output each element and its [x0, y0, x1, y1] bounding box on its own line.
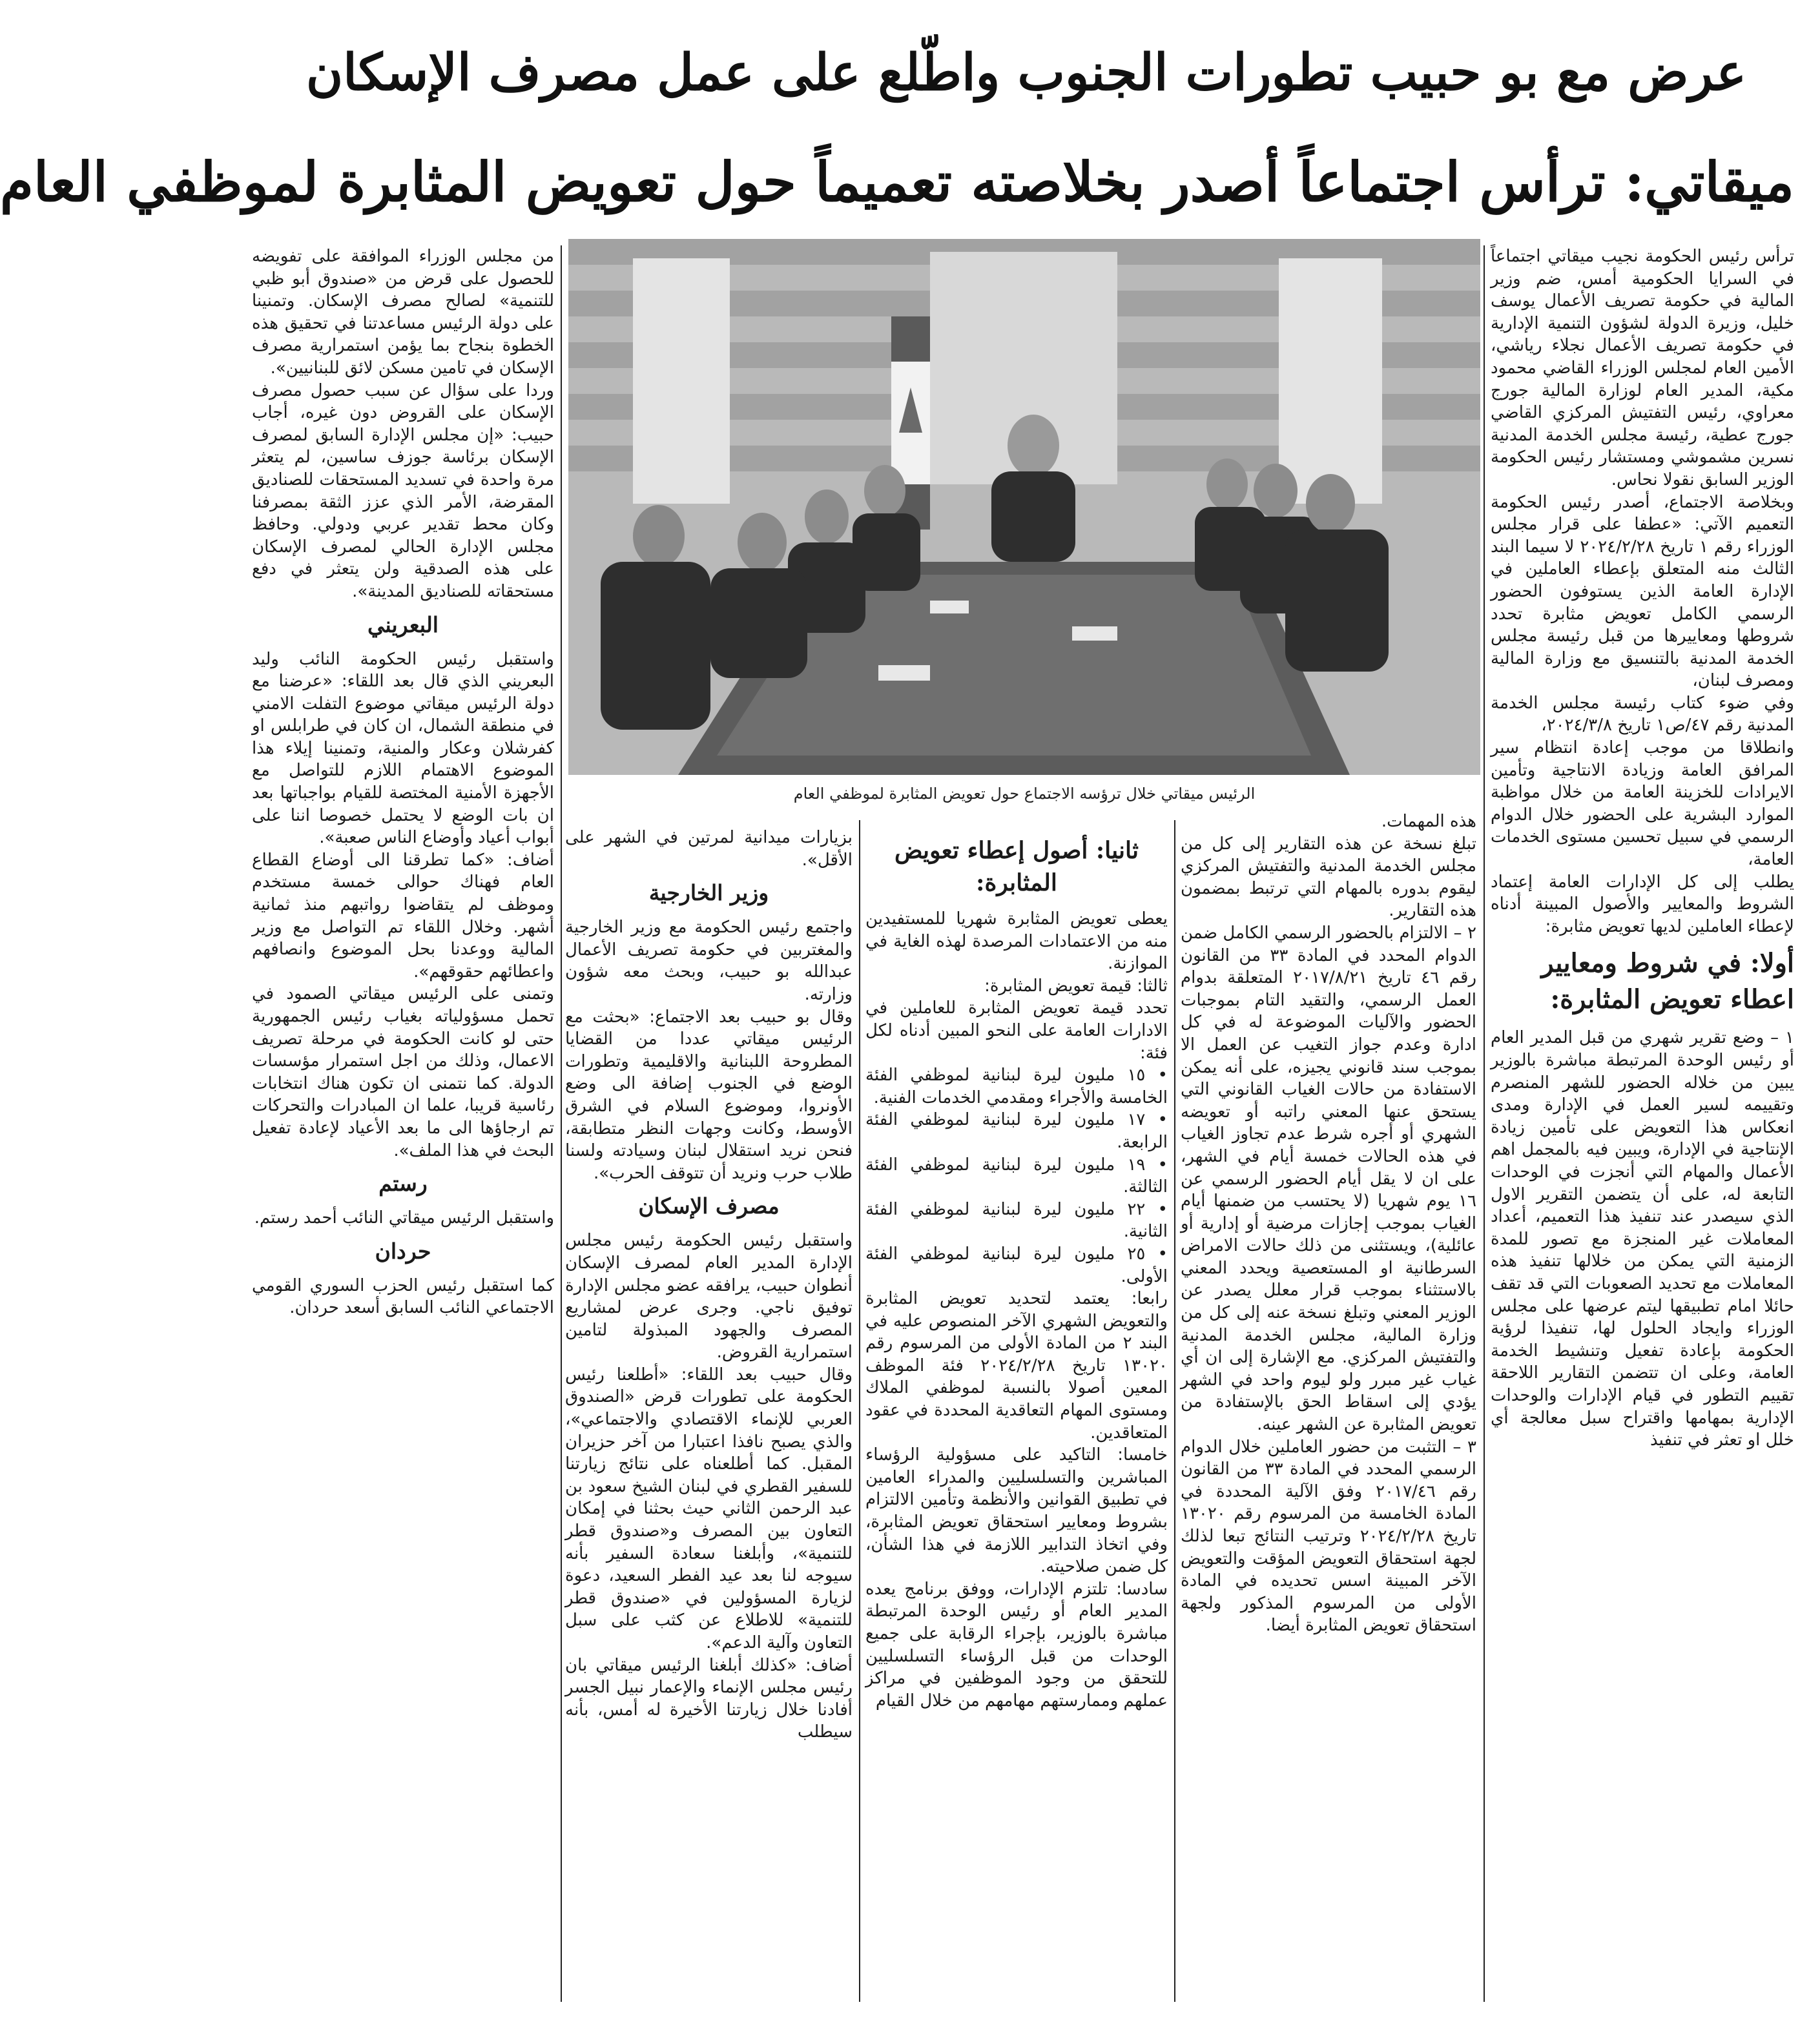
list-item: • ١٩ مليون ليرة لبنانية لموظفي الفئة الثالثة. — [865, 1155, 1168, 1197]
paragraph: رابعا: يعتمد لتحديد تعويض المثابرة والتعويض الشهري الآخر المنصوص عليه في البند ٢ من المادة الأولى من المرسوم رقم ١٣٠٢٠ تاريخ ٢٠٢٤/٢/٢٨ فئة الموظف المعين أصولا بالنسبة لموظفي الملاك ومستوى المهام التعاقدية المحددة في عقود المتعاقدين. — [865, 1289, 1168, 1443]
headline-main: ميقاتي: ترأس اجتماعاً أصدر بخلاصته تعميماً حول تعويض المثابرة لموظفي العام — [0, 150, 1794, 214]
paragraph: تبلغ نسخة عن هذه التقارير إلى كل من مجلس الخدمة المدنية والتفتيش المركزي ليقوم بدوره بالمهام التي ترتبط بمضمون هذه التقارير. — [1181, 834, 1476, 921]
paragraph: ٢ – الالتزام بالحضور الرسمي الكامل ضمن الدوام المحدد في المادة ٣٣ من القانون رقم ٤٦ تاريخ ٢٠١٧/٨/٢١ المتعلقة بدوام العمل الرسمي، والتقيد التام بموجبات الحضور والآليات الموضوعة له في كل ادارة وعدم جواز التغيب عن العمل الا بموجب سند قانوني يجيزه، على أنه يمكن الاستفادة من حالات الغياب القانوني التي يستحق عنها المعني راتبه أو تعويضه الشهري أو أجره شرط عدم تجاوز الغياب في هذه الحالات خمسة أيام في الشهر، على ان لا يقل أيام الحضور الرسمي عن ١٦ يوم شهريا (لا يحتسب من ضمنها أيام الغياب بموجب إجازات مرضية أو إدارية أو عائلية)، ويستثنى من ذلك حالات الامراض السرطانية او المستعصية ويحدد المعني بالاستثناء بموجب قرار معلل يصدر عن الوزير المعني وتبلغ نسخة عنه إلى كل من وزارة المالية، مجلس الخدمة المدنية والتفتيش المركزي. مع الإشارة إلى ان أي غياب غير مبرر ولو ليوم واحد في الشهر يؤدي إلى اسقاط الحق بالإستفادة من تعويض المثابرة عن الشهر عينه. — [1181, 923, 1477, 1435]
paragraph: بزيارات ميدانية لمرتين في الشهر على الأقل». — [565, 828, 853, 870]
column-rule — [561, 245, 562, 2002]
section-heading: البعريني — [367, 612, 439, 637]
section-heading: مصرف الإسكان — [638, 1193, 780, 1219]
paragraph: وبخلاصة الاجتماع، أصدر رئيس الحكومة التعميم الآتي: «عطفا على قرار مجلس الوزراء رقم ١ تاريخ ٢٠٢٤/٢/٢٨ لا سيما البند الثالث منه المتعلق بإعطاء العاملين في الإدارة العامة الذين يستوفون الحضور الرسمي الكامل تعويض مثابرة تحدد شروطها ومعاييرها من قبل رئيسة مجلس الخدمة المدنية بالتنسيق مع وزارة المالية ومصرف لبنان، — [1491, 492, 1794, 691]
column-rule — [859, 820, 860, 2002]
paragraph: واستقبل رئيس الحكومة رئيس مجلس الإدارة المدير العام لمصرف الإسكان أنطوان حبيب، يرافقه عضو مجلس الإدارة توفيق ناجي. وجرى عرض لمشاريع المصرف والجهود المبذولة لتامين استمرارية القروض. — [565, 1231, 853, 1363]
paragraph: وردا على سؤال عن سبب حصول مصرف الإسكان على القروض دون غيره، أجاب حبيب: «إن مجلس الإدارة السابق لمصرف الإسكان برئاسة جوزف ساسين، لم يتعثر مرة واحدة في تسديد المستحقات للصناديق المقرضة، الأمر الذي عزز الثقة بمصرفنا وكان محط تقدير عربي ودولي. وحافظ مجلس الإدارة الحالي لمصرف الإسكان على هذه الصدقية ولن يتعثر في دفع مستحقاته للصناديق المدينة». — [252, 380, 554, 601]
paragraph: سادسا: تلتزم الإدارات، ووفق برنامج يعده المدير العام أو رئيس الوحدة المرتبطة مباشرة بالوزير، بإجراء الرقابة على جميع الوحدات من قبل الرؤساء التسلسليين للتحقق من وجود الموظفين في مراكز عملهم وممارستهم مهامهم من خلال القيام — [865, 1579, 1168, 1711]
list-item: • ١٧ مليون ليرة لبنانية لموظفي الفئة الرابعة. — [865, 1110, 1168, 1152]
column-rule — [1484, 245, 1485, 2002]
section-heading: حردان — [375, 1238, 431, 1264]
headline-top: عرض مع بو حبيب تطورات الجنوب واطّلع على عمل مصرف الإسكان — [305, 43, 1747, 102]
photo-caption: الرئيس ميقاتي خلال ترؤسه الاجتماع حول تعويض المثابرة لموظفي العام — [793, 785, 1256, 803]
section-heading: وزير الخارجية — [648, 880, 769, 906]
paragraph: كما استقبل رئيس الحزب السوري القومي الاجتماعي النائب السابق أسعد حردان. — [252, 1275, 554, 1318]
paragraph: ١ – وضع تقرير شهري من قبل المدير العام أو رئيس الوحدة المرتبطة مباشرة بالوزير يبين من خلاله الحضور للشهر المنصرم وتقييمه لسير العمل في الإدارة ومدى انعكاس هذا التعويض على تأمين زيادة الإنتاجية في الإدارة، ويبين فيه بالمجمل اهم الأعمال والمهام التي أنجزت في الوحدات التابعة له، على أن يتضمن التقرير الاول الذي سيصدر عند تنفيذ هذا التعميم، أعداد المعاملات غير المنجزة مع تصور للمدة الزمنية التي يمكن من خلالها تنفيذ هذه المعاملات مع تحديد الصعوبات التي قد تقف حائلا امام تطبيقها ليتم عرضها على مجلس الوزراء وايجاد الحلول لها، تنفيذا لرؤية الحكومة بإعادة تفعيل وتنشيط الخدمة العامة، وعلى ان تتضمن التقارير اللاحقة تقييم التطور في قيام الإدارات والوحدات الإدارية بمهامها واقتراح سبل معالجة أي خلل او تعثر في تنفيذ — [1491, 1028, 1794, 1450]
list-item: • ١٥ مليون ليرة لبنانية لموظفي الفئة الخامسة والأجراء ومقدمي الخدمات الفنية. — [865, 1066, 1168, 1107]
meeting-photo-illustration — [568, 239, 1480, 775]
article-column-3 — [865, 827, 1168, 2002]
article-column-2 — [1181, 810, 1476, 2002]
paragraph: أضاف: «كما تطرقنا الى أوضاع القطاع العام فهناك حوالى خمسة مستخدم وموظف لم يتقاضوا رواتبهم منذ ثمانية أشهر. وخلال اللقاء تم التواصل مع وزير المالية ووعدنا بحل الموضوع وانصافهم واعطائهم حقوقهم». — [252, 850, 554, 982]
paragraph: وقال بو حبيب بعد الاجتماع: «بحثت مع الرئيس ميقاتي عددا من القضايا المطروحة اللبنانية والاقليمية وتطورات الوضع في الجنوب إضافة الى وضع الأونروا، وموضوع السلام في الشرق الأوسط، وكانت وجهات النظر متطابقة، فنحن نريد استقلال لبنان وسيادته ولسنا طلاب حرب ونريد أن تتوقف الحرب». — [565, 1007, 853, 1183]
paragraph: يطلب إلى كل الإدارات العامة إعتماد الشروط والمعايير والأصول المبينة أدناه لإعطاء العاملين لديها تعويض مثابرة: — [1491, 872, 1794, 936]
paragraph: ثالثا: قيمة تعويض المثابرة: — [984, 976, 1168, 996]
section-heading: رستم — [378, 1171, 428, 1197]
paragraph: من مجلس الوزراء الموافقة على تفويضه للحصول على قرض من «صندوق أبو ظبي للتنمية» لصالح مصرف الإسكان. وتمنينا على دولة الرئيس مساعدتنا في تحقيق هذه الخطوة بنجاح بما يؤمن استمرارية مصرف الإسكان في تامين مسكن لائق للبنانيين». — [252, 247, 554, 378]
paragraph: وانطلاقا من موجب إعادة انتظام سير المرافق العامة وزيادة الانتاجية وتأمين الايرادات للخزينة العامة من خلال مواظبة الموارد البشرية على الحضور خلال الدوام الرسمي في سبيل تحسين مستوى الخدمات العامة، — [1491, 738, 1794, 870]
article-column-4 — [565, 827, 853, 2002]
paragraph: واستقبل رئيس الحكومة النائب وليد البعريني الذي قال بعد اللقاء: «عرضنا مع دولة الرئيس ميقاتي موضوع التفلت الامني في منطقة الشمال، ان كان في طرابلس او كفرشلان وعكار والمنية، وتمنينا إيلاء هذا الموضوع الاهتمام اللازم للتواصل مع الأجهزة الأمنية المختصة للقيام بواجباتها بعد ان بات الوضع لا يحتمل خصوصا اننا على أبواب أعياد وأوضاع الناس صعبة». — [252, 649, 554, 848]
paragraph: خامسا: التاكيد على مسؤولية الرؤساء المباشرين والتسلسليين والمدراء العامين في تطبيق القوانين والأنظمة وتأمين الالتزام بشروط ومعايير استحقاق تعويض المثابرة، وفي اتخاذ التدابير اللازمة في هذا الشأن، كل ضمن صلاحيته. — [865, 1445, 1168, 1577]
section-heading: أولا: في شروط ومعايير اعطاء تعويض المثابرة: — [1541, 948, 1794, 1015]
paragraph: ترأس رئيس الحكومة نجيب ميقاتي اجتماعاً في السرايا الحكومية أمس، ضم وزير المالية في حكومة تصريف الأعمال يوسف خليل، وزيرة الدولة لشؤون التنمية الإدارية في حكومة تصريف الأعمال نجلاء رياشي، الأمين العام لمجلس الوزراء القاضي محمود مكية، المدير العام لوزارة المالية جورج معراوي، رئيس التفتيش المركزي القاضي جورج عطية، رئيسة مجلس الخدمة المدنية نسرين مشموشي ومستشار رئيس الحكومة الوزير السابق نقولا نحاس. — [1491, 247, 1794, 489]
meeting-photo — [568, 239, 1480, 775]
paragraph: وقال حبيب بعد اللقاء: «أطلعنا رئيس الحكومة على تطورات قرض «الصندوق العربي للإنماء الاقتصادي والاجتماعي»، والذي يصبح نافذا اعتبارا من آخر حزيران المقبل. كما أطلعناه على نتائج زيارتنا للسفير القطري في لبنان الشيخ سعود بن عبد الرحمن الثاني حيث بحثنا في إمكان التعاون بين المصرف و«صندوق قطر للتنمية»، وأبلغنا سعادة السفير بأنه سيوجه لنا بعد عيد الفطر السعيد، دعوة لزيارة المسؤولين في «صندوق قطر للتنمية» للاطلاع عن كثب على سبل التعاون وآلية الدعم». — [565, 1364, 853, 1652]
paragraph: هذه المهمات. — [1381, 812, 1476, 831]
article-column-1 — [1491, 245, 1794, 2002]
list-item: • ٢٥ مليون ليرة لبنانية لموظفي الفئة الأولى. — [865, 1244, 1168, 1286]
paragraph: واجتمع رئيس الحكومة مع وزير الخارجية والمغتربين في حكومة تصريف الأعمال عبدالله بو حبيب، وبحث معه شؤون وزارته. — [565, 918, 853, 1004]
paragraph: ٣ – التثبت من حضور العاملين خلال الدوام الرسمي المحدد في المادة ٣٣ من القانون رقم ٢٠١٧/٤٦ وفق الآلية المحددة في المادة الخامسة من المرسوم رقم ١٣٠٢٠ تاريخ ٢٠٢٤/٢/٢٨ وترتيب النتائج تبعا لذلك لجهة استحقاق التعويض المؤقت والتعويض الآخر المبينة اسس تحديده في المادة الأولى من المرسوم المذكور ولجهة استحقاق تعويض المثابرة أيضا. — [1181, 1437, 1477, 1636]
column-rule — [1174, 820, 1175, 2002]
paragraph: وفي ضوء كتاب رئيسة مجلس الخدمة المدنية رقم ٤٧/ص١ تاريخ ٢٠٢٤/٣/٨، — [1491, 693, 1794, 736]
paragraph: واستقبل الرئيس ميقاتي النائب أحمد رستم. — [254, 1208, 554, 1228]
paragraph: يعطى تعويض المثابرة شهريا للمستفيدين منه من الاعتمادات المرصدة لهذه الغاية في الموازنة. — [865, 909, 1168, 974]
paragraph: أضاف: «كذلك أبلغنا الرئيس ميقاتي بان رئيس مجلس الإنماء والإعمار نبيل الجسر أفادنا خلال زيارتنا الأخيرة له أمس، بأنه سيطلب — [565, 1655, 853, 1742]
paragraph: تحدد قيمة تعويض المثابرة للعاملين في الادارات العامة على النحو المبين أدناه لكل فئة: — [865, 998, 1168, 1063]
section-heading: ثانيا: أصول إعطاء تعويض المثابرة: — [894, 837, 1139, 896]
article-column-5 — [252, 245, 554, 2002]
list-item: • ٢٢ مليون ليرة لبنانية لموظفي الفئة الثانية. — [865, 1199, 1168, 1242]
paragraph: وتمنى على الرئيس ميقاتي الصمود في تحمل مسؤولياته بغياب رئيس الجمهورية حتى لو كانت الحكومة في مرحلة تصريف الاعمال، وذلك من اجل استمرار مؤسسات الدولة. كما نتمنى ان تكون هناك انتخابات رئاسية قريبا، علما ان المبادرات والتحركات تم ارجاؤها الى ما بعد الأعياد لإعادة تفعيل البحث في هذا الملف». — [252, 984, 554, 1160]
